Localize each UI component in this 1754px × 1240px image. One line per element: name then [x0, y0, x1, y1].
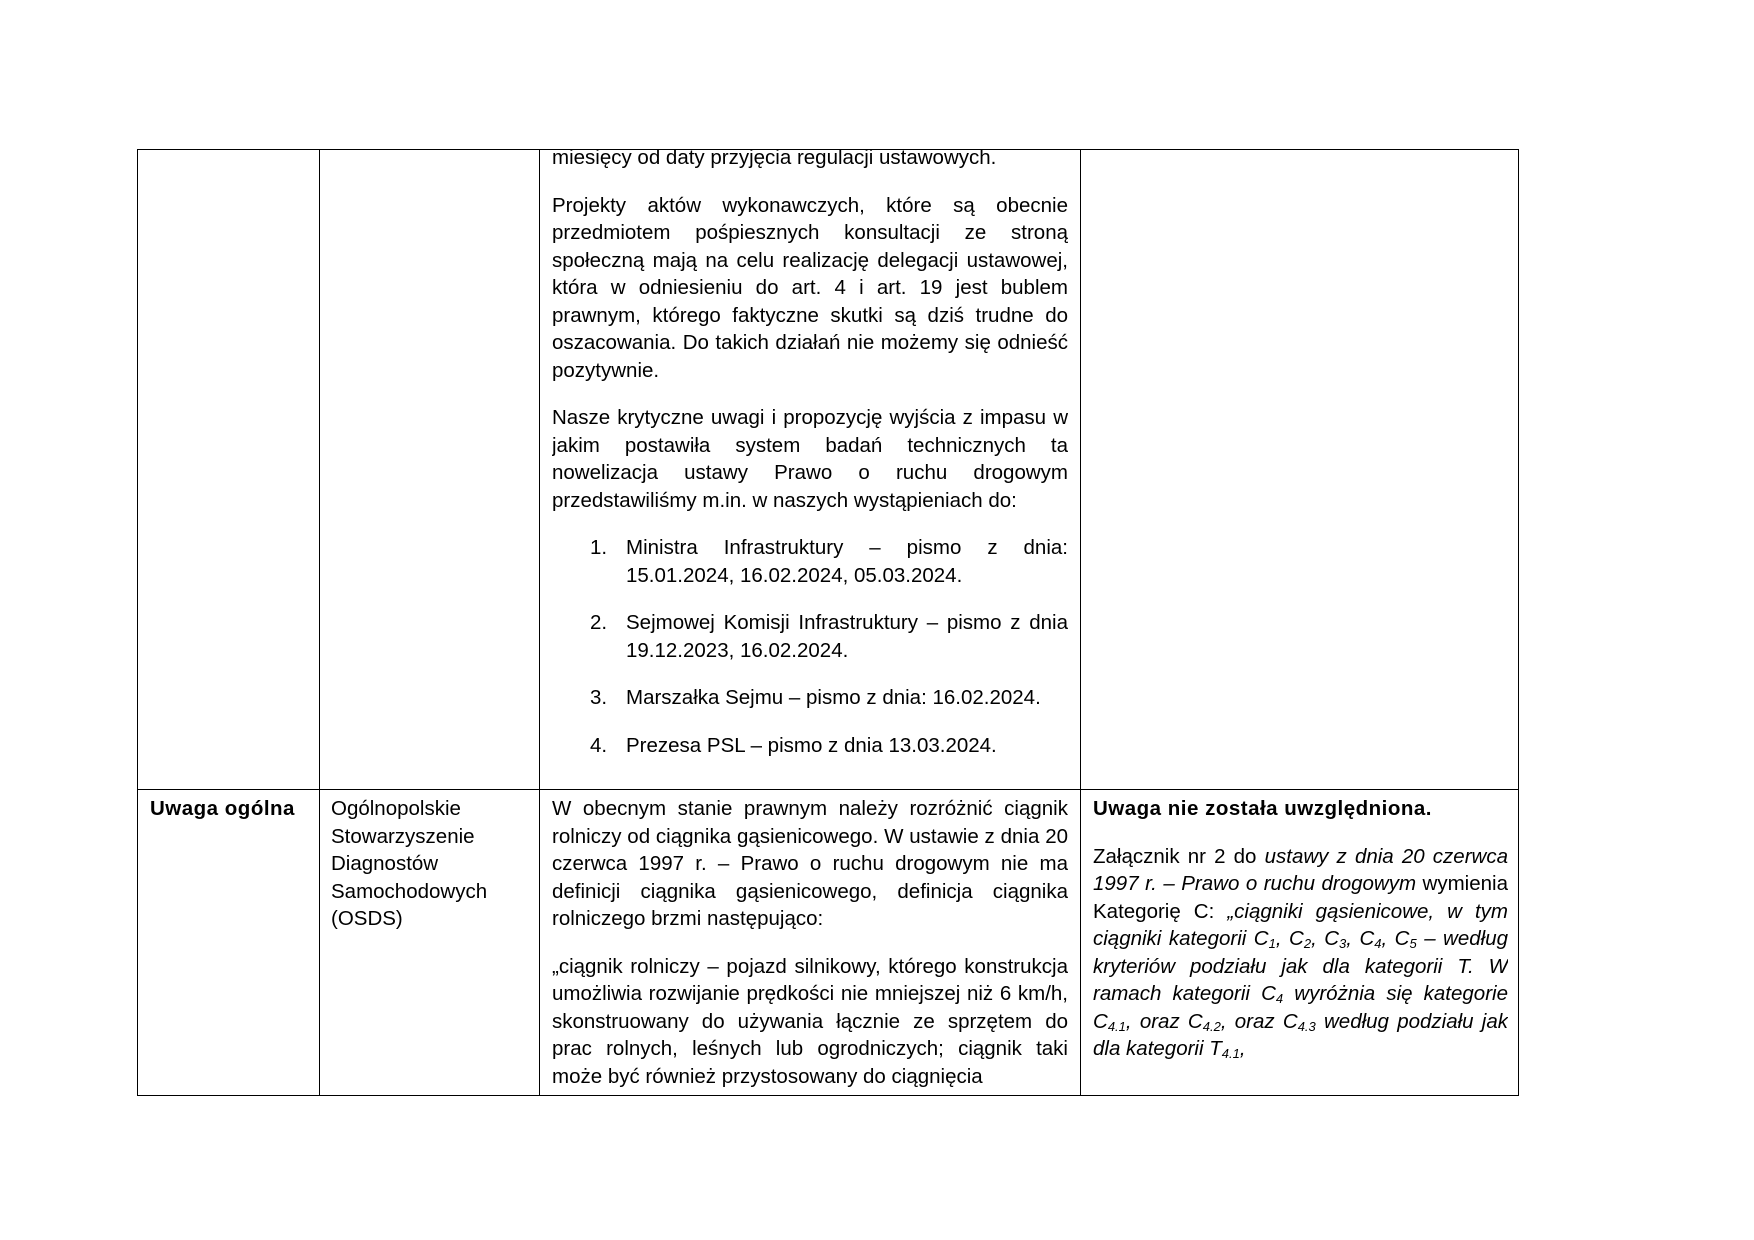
list-item-text: Ministra Infrastruktury – pismo z dnia: 15.01.2024, 16.02.2024, 05.03.2024. [626, 536, 1068, 587]
response-text-part: – według kryteriów podziału jak dla kategorii T. W ramach kategorii C [1093, 927, 1508, 1005]
column-divider-2 [539, 150, 540, 1095]
subscript: 3 [1339, 936, 1347, 951]
response-text-part: , C [1275, 927, 1304, 950]
column-divider-1 [319, 150, 320, 1095]
response-text-part: , C [1381, 927, 1410, 950]
row2-paragraph-2: „ciągnik rolniczy – pojazd silnikowy, którego konstrukcja umożliwia rozwijanie prędkości nie mniejszej niż 6 km/h, skonstruowany do używania łącznie ze sprzętem do prac rolnych, leśnych lub ogrodniczych; ciągnik taki może być również przystosowany do ciągnięcia [552, 954, 1068, 1088]
subscript: 5 [1409, 936, 1417, 951]
row1-paragraph-2: Nasze krytyczne uwagi i propozycję wyjścia z impasu w jakim postawiła system badań technicznych ta nowelizacja ustawy Prawo o ruchu drogowym przedstawiliśmy m.in. w naszych wystąpieniach do: [552, 406, 1068, 512]
list-item [552, 732, 1068, 760]
response-text-part: „ciągniki gąsienicowe, w tym ciągniki kategorii C [1093, 899, 1508, 950]
response-text-part: , [1239, 1037, 1246, 1060]
row2-response-cell [1093, 795, 1508, 1095]
addressee-list [552, 534, 1068, 759]
row2-submitter: Ogólnopolskie Stowarzyszenie Diagnostów Samochodowych (OSDS) [331, 797, 488, 930]
response-text-part: , oraz C [1220, 1009, 1298, 1033]
row-divider [138, 789, 1518, 790]
row1-paragraph-0: miesięcy od daty przyjęcia regulacji ustawowych. [552, 146, 997, 169]
row2-section-label: Uwaga ogólna [150, 797, 295, 820]
response-text-part: według podziału jak dla kategorii T [1093, 1009, 1508, 1060]
list-item [552, 684, 1068, 712]
list-item-number: 4. [590, 733, 608, 757]
subscript: 4.1 [1221, 1046, 1240, 1061]
row1-remark-cell [552, 144, 1068, 787]
response-text-part: Załącznik nr 2 do [1093, 844, 1265, 868]
row1-paragraph-1: Projekty aktów wykonawczych, które są obecnie przedmiotem pośpiesznych konsultacji ze stroną społeczną mają na celu realizację delegacji ustawowej, która w odniesieniu do art. 4 i art. 19 jest bublem prawnym, którego faktyczne skutki są dziś trudne do oszacowania. Do takich działań nie możemy się odnieść pozytywnie. [552, 193, 1068, 382]
list-item-number: 1. [590, 536, 608, 559]
response-text-part: wymienia Kategorię C: [1093, 872, 1508, 923]
column-divider-3 [1080, 150, 1081, 1095]
row2-paragraph-1: W obecnym stanie prawnym należy rozróżnić ciągnik rolniczy od ciągnika gąsienicowego. W ustawie z dnia 20 czerwca 1997 r. – Prawo o ruchu drogowym nie ma definicji ciągnika gąsienicowego, definicja ciągnika rolniczego brzmi następująco: [552, 797, 1068, 930]
subscript: 1 [1268, 936, 1276, 951]
response-text-part: , C [1346, 927, 1375, 950]
list-item [552, 609, 1068, 664]
response-text-part: , C [1311, 927, 1340, 950]
list-item [552, 534, 1068, 589]
response-text-part: , oraz C [1125, 1009, 1203, 1033]
response-heading: Uwaga nie została uwzględniona. [1093, 797, 1432, 820]
list-item-number: 2. [590, 611, 608, 634]
list-item-text: Marszałka Sejmu – pismo z dnia: 16.02.2024. [626, 686, 1041, 709]
list-item-text: Sejmowej Komisji Infrastruktury – pismo z dnia 19.12.2023, 16.02.2024. [626, 611, 1068, 662]
subscript: 4.3 [1297, 1018, 1316, 1034]
subscript: 4.2 [1202, 1018, 1221, 1034]
list-item-number: 3. [590, 686, 608, 709]
response-text-part: wyróżnia się kategorie C [1093, 982, 1508, 1033]
list-item-text: Prezesa PSL – pismo z dnia 13.03.2024. [626, 733, 997, 757]
subscript: 2 [1303, 936, 1312, 951]
response-text-part: ustawy z dnia 20 czerwca 1997 r. – Prawo o ruchu drogowym [1093, 844, 1508, 895]
subscript: 4.1 [1107, 1018, 1126, 1034]
comments-table [137, 146, 1519, 1096]
response-text [1093, 843, 1508, 1063]
subscript: 4 [1275, 991, 1284, 1006]
row2-remark-cell [552, 795, 1068, 1095]
subscript: 4 [1374, 936, 1382, 951]
